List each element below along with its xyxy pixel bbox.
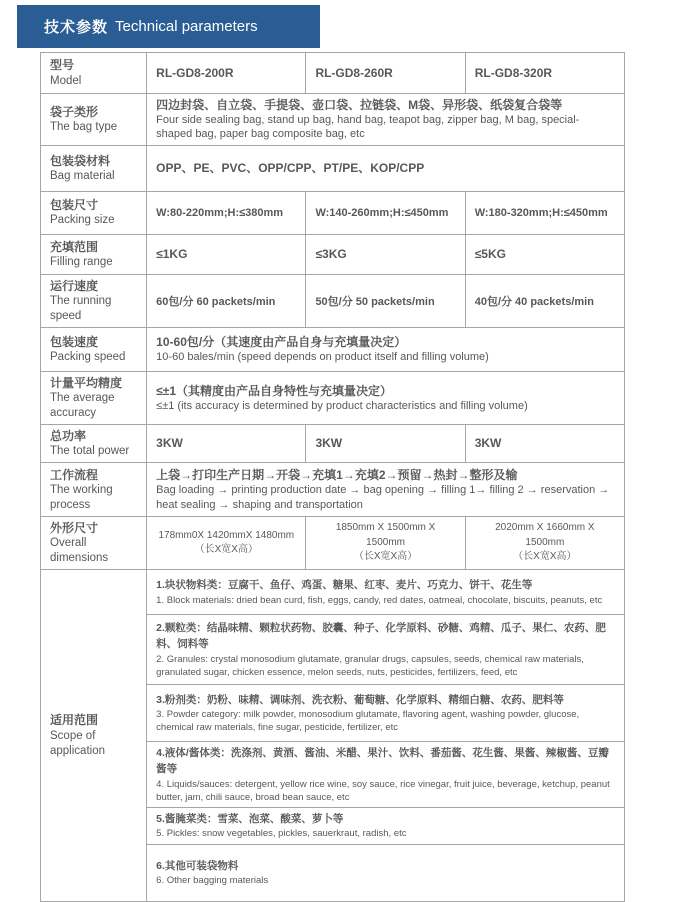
scope-item-1-en: 1. Block materials: dried bean curd, fish, eggs, candy, red dates, oatmeal, chocolate, biscuits, peanuts, etc: [156, 594, 603, 606]
dimensions-note-3: （长X宽X高）: [513, 551, 577, 563]
working-process-value-en: Bag loading → printing production date → bag opening → filling 1→ filling 2 → reservation → heat sealing → shaping and transportation: [156, 484, 610, 511]
overall-dimensions-value-3: [465, 517, 624, 570]
dimensions-size-3: 2020mm X 1660mm X 1500mm: [495, 522, 595, 548]
packing-size-label: [41, 191, 147, 234]
overall-dimensions-label: [41, 517, 147, 570]
row-overall-dimensions: [41, 517, 625, 570]
working-process-label-zh: 工作流程: [50, 467, 99, 482]
total-power-value-3: 3KW: [465, 424, 624, 462]
total-power-label-zh: 总功率: [50, 428, 87, 443]
bag-type-value: [147, 94, 625, 146]
scope-label-zh: 适用范围: [50, 713, 99, 728]
filling-range-value-3: ≤5KG: [465, 234, 624, 274]
row-working-process: [41, 463, 625, 517]
scope-item-4: [147, 742, 625, 808]
filling-range-label-en: Filling range: [50, 255, 113, 268]
packing-size-value-1: W:80-220mm;H:≤380mm: [147, 191, 306, 234]
dimensions-size-2: 1850mm X 1500mm X 1500mm: [335, 522, 436, 548]
row-running-speed: [41, 274, 625, 327]
section-title-en: Technical parameters: [115, 18, 258, 35]
filling-range-label-zh: 充填范围: [50, 239, 99, 254]
row-packing-size: [41, 191, 625, 234]
total-power-label-en: The total power: [50, 445, 130, 458]
packing-size-label-en: Packing size: [50, 214, 115, 227]
scope-item-3-en: 3. Powder category: milk powder, monosodium glutamate, flavoring agent, washing powder, glucose, chemical raw materials, fine sugar, pesticide, fertilizer, etc: [156, 708, 580, 734]
bag-type-value-zh: 四边封袋、自立袋、手提袋、壶口袋、拉链袋、M袋、异形袋、纸袋复合袋等: [156, 98, 563, 112]
scope-item-5: [147, 808, 625, 845]
scope-item-4-zh: 4.液体/酱体类：洗涤剂、黄酒、酱油、米醋、果汁、饮料、番茄酱、花生酱、果酱、辣椒酱、豆瓣酱等: [156, 747, 609, 776]
model-label: [41, 53, 147, 94]
scope-label: [41, 570, 147, 902]
scope-label-en: Scope of application: [50, 729, 105, 757]
model-value-1: RL-GD8-200R: [147, 53, 306, 94]
running-speed-value-1: 60包/分 60 packets/min: [147, 274, 306, 327]
working-process-label-en: The working process: [50, 483, 113, 511]
filling-range-label: [41, 234, 147, 274]
packing-speed-value-en: 10-60 bales/min (speed depends on product itself and filling volume): [156, 351, 489, 364]
average-accuracy-value-en: ≤±1 (its accuracy is determined by product characteristics and filling volume): [156, 399, 528, 412]
row-filling-range: [41, 234, 625, 274]
overall-dimensions-label-en: Overall dimensions: [50, 537, 109, 565]
scope-item-4-en: 4. Liquids/sauces: detergent, yellow rice wine, soy sauce, rice vinegar, fruit juice, beverage, ketchup, peanut butter, jam, chili sauce, broad bean sauce, etc: [156, 778, 610, 803]
average-accuracy-label-zh: 计量平均精度: [50, 375, 123, 390]
total-power-value-1: 3KW: [147, 424, 306, 462]
row-scope-item-1: [41, 570, 625, 615]
scope-item-5-en: 5. Pickles: snow vegetables, pickles, sauerkraut, radish, etc: [156, 828, 407, 840]
row-total-power: [41, 424, 625, 462]
packing-speed-value-zh: 10-60包/分（其速度由产品自身与充填量决定）: [156, 335, 407, 350]
average-accuracy-label-en: The average accuracy: [50, 392, 115, 419]
scope-item-5-zh: 5.酱腌菜类：雪菜、泡菜、酸菜、萝卜等: [156, 813, 344, 826]
bag-type-label-zh: 袋子类形: [50, 104, 99, 119]
row-model: [41, 53, 625, 94]
section-title-banner: [17, 5, 320, 48]
row-bag-type: [41, 94, 625, 146]
model-value-2: RL-GD8-260R: [306, 53, 465, 94]
scope-item-6-en: 6. Other bagging materials: [156, 875, 269, 887]
overall-dimensions-label-zh: 外形尺寸: [50, 521, 99, 536]
dimensions-note-1: （长X宽X高）: [194, 544, 258, 556]
bag-type-label: [41, 94, 147, 146]
scope-item-2-zh: 2.颗粒类：结晶味精、颗粒状药物、胶囊、种子、化学原料、砂糖、鸡精、瓜子、果仁、农药、肥料、饲料等: [156, 622, 606, 651]
row-packing-speed: [41, 327, 625, 371]
model-label-en: Model: [50, 74, 82, 87]
row-average-accuracy: [41, 371, 625, 424]
filling-range-value-1: ≤1KG: [147, 234, 306, 274]
running-speed-label-en: The running speed: [50, 294, 112, 322]
packing-speed-label-zh: 包装速度: [50, 334, 99, 349]
running-speed-value-3: 40包/分 40 packets/min: [465, 274, 624, 327]
overall-dimensions-value-2: [306, 517, 465, 570]
scope-item-1: [147, 570, 625, 615]
scope-item-1-zh: 1.块状物料类：豆腐干、鱼仔、鸡蛋、糖果、红枣、麦片、巧克力、饼干、花生等: [156, 579, 533, 592]
bag-material-value: [147, 145, 625, 191]
packing-size-value-3: W:180-320mm;H:≤450mm: [465, 191, 624, 234]
average-accuracy-value-zh: ≤±1（其精度由产品自身特性与充填量决定）: [156, 383, 393, 398]
total-power-value-2: 3KW: [306, 424, 465, 462]
bag-material-label-zh: 包装袋材料: [50, 153, 111, 168]
scope-item-6-zh: 6.其他可装袋物料: [156, 860, 239, 872]
scope-item-2: [147, 615, 625, 685]
dimensions-note-2: （长X宽X高）: [353, 551, 418, 563]
bag-material-label-en: Bag material: [50, 169, 115, 182]
working-process-value: [147, 463, 625, 517]
packing-size-label-zh: 包装尺寸: [50, 198, 99, 213]
total-power-label: [41, 424, 147, 462]
packing-speed-value: [147, 327, 625, 371]
model-value-3: RL-GD8-320R: [465, 53, 624, 94]
packing-speed-label-en: Packing speed: [50, 350, 126, 363]
running-speed-value-2: 50包/分 50 packets/min: [306, 274, 465, 327]
scope-item-3: [147, 685, 625, 742]
average-accuracy-label: [41, 371, 147, 424]
scope-item-2-en: 2. Granules: crystal monosodium glutamate, granular drugs, capsules, seeds, chemical raw materials, granulated sugar, chicken essence, melon seeds, nuts, pesticides, fertilizers, feed, etc: [156, 653, 584, 678]
bag-type-value-en: Four side sealing bag, stand up bag, hand bag, teapot bag, zipper bag, M bag, special-shaped bag, paper bag composite bag, etc: [156, 114, 580, 141]
section-title-zh: 技术参数: [44, 19, 109, 36]
bag-material-value-text: OPP、PE、PVC、OPP/CPP、PT/PE、KOP/CPP: [156, 161, 425, 176]
overall-dimensions-value-1: [147, 517, 306, 570]
working-process-label: [41, 463, 147, 517]
working-process-value-zh: 上袋→打印生产日期→开袋→充填1→充填2→预留→热封→整形及输: [156, 468, 518, 483]
average-accuracy-value: [147, 371, 625, 424]
running-speed-label-zh: 运行速度: [50, 278, 99, 293]
filling-range-value-2: ≤3KG: [306, 234, 465, 274]
row-bag-material: [41, 145, 625, 191]
dimensions-size-1: 178mm0X 1420mmX 1480mm: [158, 529, 295, 541]
bag-material-label: [41, 145, 147, 191]
scope-item-3-zh: 3.粉剂类：奶粉、味精、调味剂、洗衣粉、葡萄糖、化学原料、精细白糖、农药、肥料等: [156, 693, 564, 706]
scope-item-6: [147, 844, 625, 901]
model-label-zh: 型号: [50, 58, 75, 73]
technical-parameters-table: [40, 52, 625, 902]
packing-size-value-2: W:140-260mm;H:≤450mm: [306, 191, 465, 234]
running-speed-label: [41, 274, 147, 327]
packing-speed-label: [41, 327, 147, 371]
bag-type-label-en: The bag type: [50, 121, 118, 134]
